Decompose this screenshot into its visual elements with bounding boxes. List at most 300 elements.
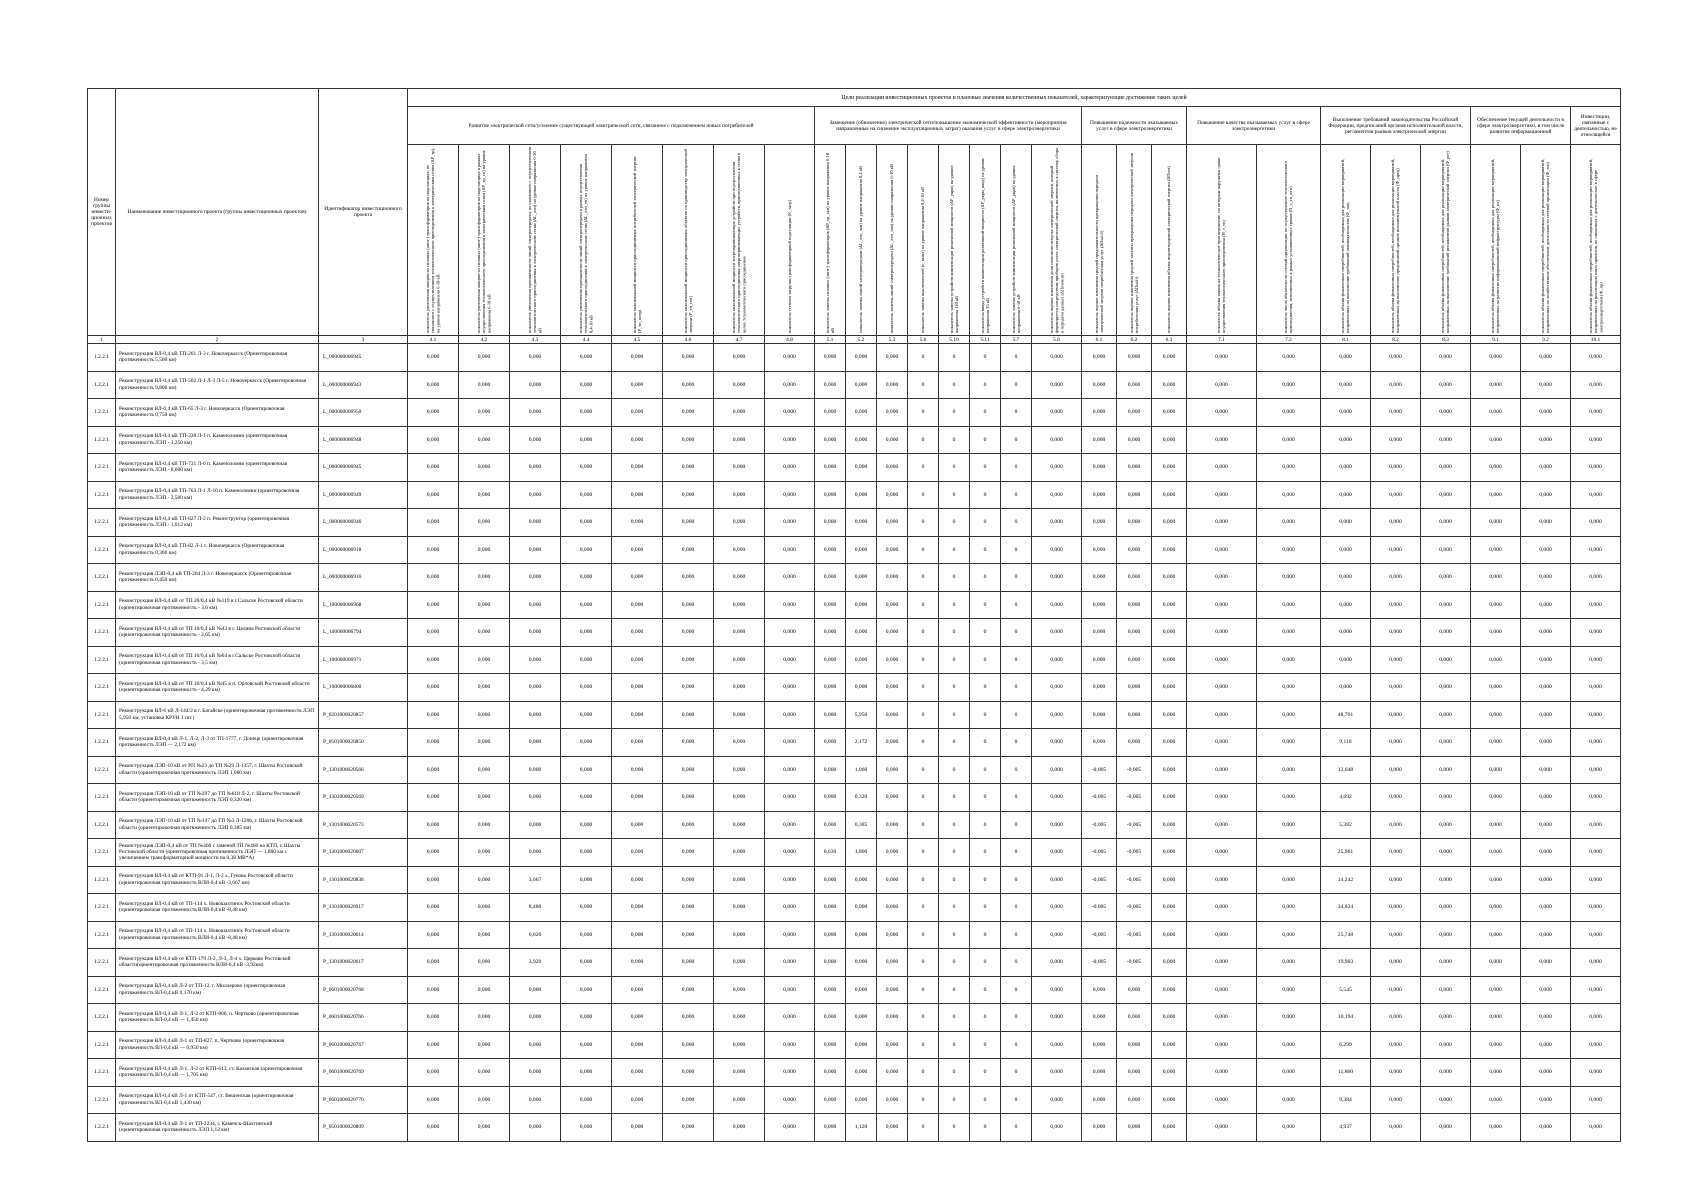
- value-cell: 0,000: [663, 976, 714, 1004]
- value-cell: 0,000: [1571, 646, 1621, 674]
- value-cell: 0,000: [1082, 426, 1117, 454]
- value-cell: 0,000: [877, 481, 908, 509]
- value-cell: -0,005: [1082, 921, 1117, 949]
- value-cell: 0,000: [1321, 646, 1371, 674]
- value-cell: 0,000: [1471, 426, 1521, 454]
- project-name-cell: Реконструкция ВЛ-0,4 кВ от КТП-179 Л-2, Л-3, Л-4 х. Церково Ростовской области(ориентировочная протяженность ВЛИ-0,4 кВ -3,92км): [116, 949, 319, 977]
- value-cell: 0,000: [663, 371, 714, 399]
- table-row: [88, 811, 1621, 839]
- value-cell: 0,000: [1152, 619, 1187, 647]
- project-name-cell: Реконструкция ВЛ-0,4 кВ ТП-261 Л-3 г. Новочеркасск (Ориентировочная протяженность 5,500 км): [116, 344, 319, 372]
- value-cell: 0,000: [612, 839, 663, 867]
- value-cell: 0,000: [510, 344, 561, 372]
- project-name-cell: Реконструкция ВЛ-0,4 кВ ТП-502 Л-1 Л-3 Л-5 г. Новочеркасск (Ориентировочная протяженность 9,800 км): [116, 371, 319, 399]
- value-cell: 0,000: [1117, 619, 1152, 647]
- value-cell: 0,000: [612, 866, 663, 894]
- indicator-label: показатель оценки изменения объема недоотпущенной электрической энергии (ΔПens): [1166, 166, 1172, 333]
- value-cell: 0,000: [1082, 1031, 1117, 1059]
- value-cell: 0,000: [1471, 371, 1521, 399]
- value-cell: 0,000: [1032, 1004, 1082, 1032]
- value-cell: 0: [908, 839, 939, 867]
- value-cell: 0,000: [561, 1086, 612, 1114]
- value-cell: 0,000: [459, 1059, 510, 1087]
- value-cell: 0,000: [1371, 949, 1421, 977]
- project-name-cell: Реконструкция ЛЭП-0,4 кВ ТП-204 Л-3 г. Новочеркасск (Ориентировочная протяженность 0,450 км): [116, 564, 319, 592]
- value-cell: 0,000: [1571, 371, 1621, 399]
- indicator-label: показатель замены силовых (авто-) трансформаторов (ΔP_тр_зам) на уровне напряжения 6-10 кВ: [824, 152, 835, 333]
- project-code-cell: L_100000006800: [319, 674, 408, 702]
- project-code-cell: P_0501000020850: [319, 729, 408, 757]
- indicator-header: [908, 145, 939, 336]
- value-cell: 0,000: [459, 949, 510, 977]
- column-number: 9.1: [1471, 336, 1521, 344]
- value-cell: 0: [939, 1004, 970, 1032]
- indicator-header: [1152, 145, 1187, 336]
- value-cell: 0,000: [612, 976, 663, 1004]
- value-cell: 0,000: [1032, 949, 1082, 977]
- value-cell: 0,000: [815, 1004, 846, 1032]
- column-number: 4.8: [765, 336, 815, 344]
- value-cell: 0,000: [1257, 646, 1321, 674]
- value-cell: 0,000: [877, 784, 908, 812]
- value-cell: 0: [1001, 426, 1032, 454]
- project-name-cell: Реконструкция ВЛ-0,4 кВ от ТП-114 х. Новошахтинск Ростовской области (ориентировочная протяженность ВЛИ-0,4 кВ -8,48 км): [116, 894, 319, 922]
- value-cell: 0: [939, 564, 970, 592]
- indicator-header: [459, 145, 510, 336]
- value-cell: 0,000: [1257, 344, 1321, 372]
- value-cell: 0: [1001, 399, 1032, 427]
- value-cell: 0,000: [612, 1059, 663, 1087]
- value-cell: 0,000: [1032, 426, 1082, 454]
- value-cell: 0: [939, 811, 970, 839]
- value-cell: 1,800: [846, 839, 877, 867]
- value-cell: 0,000: [846, 481, 877, 509]
- value-cell: 0,000: [765, 921, 815, 949]
- value-cell: 0,000: [1032, 399, 1082, 427]
- value-cell: 0,000: [561, 866, 612, 894]
- value-cell: 0,000: [1321, 344, 1371, 372]
- value-cell: 0: [939, 591, 970, 619]
- value-cell: 0,000: [877, 701, 908, 729]
- value-cell: 0,000: [1571, 481, 1621, 509]
- value-cell: 0,000: [1421, 1031, 1471, 1059]
- table-row: [88, 371, 1621, 399]
- value-cell: 0,000: [1471, 399, 1521, 427]
- indicator-label: показатель оценки изменения средней частоты прекращения передачи электрической энергии потребителям услуг (ΔПsaifi): [1128, 152, 1139, 333]
- value-cell: 0,000: [1082, 1086, 1117, 1114]
- value-cell: 4,937: [1321, 1114, 1371, 1142]
- value-cell: 0: [1001, 976, 1032, 1004]
- value-cell: 0,000: [714, 1114, 765, 1142]
- value-cell: 0: [939, 976, 970, 1004]
- value-cell: 0,000: [1471, 949, 1521, 977]
- value-cell: 0: [908, 454, 939, 482]
- value-cell: 0,000: [846, 1031, 877, 1059]
- value-cell: 0,000: [1032, 811, 1082, 839]
- project-name-cell: Реконструкция ВЛ-0,4 кВ от ТП 10/0,4 кВ №45 в п. Орловский Ростовской области (ориентировочная протяженность - 4,29 км): [116, 674, 319, 702]
- project-name-cell: Реконструкция ВЛ-0,4 кВ Л-1, Л-2 от КТП-613, ст. Казанская (ориентировочная протяженность ВЛ-0,4 кВ — 1,705 км): [116, 1059, 319, 1087]
- column-number: 5.7: [1001, 336, 1032, 344]
- value-cell: 0,000: [1371, 619, 1421, 647]
- value-cell: 0: [970, 949, 1001, 977]
- value-cell: 0,000: [1187, 1031, 1257, 1059]
- value-cell: 0,000: [459, 1031, 510, 1059]
- column-number: 5.6: [908, 336, 939, 344]
- column-number: 6.3: [1152, 336, 1187, 344]
- value-cell: 0,000: [459, 976, 510, 1004]
- column-number: 8.1: [1321, 336, 1371, 344]
- value-cell: 0,000: [1471, 839, 1521, 867]
- value-cell: 0,000: [1321, 509, 1371, 537]
- value-cell: 13,648: [1321, 756, 1371, 784]
- value-cell: 0: [1001, 839, 1032, 867]
- value-cell: 0,000: [408, 729, 459, 757]
- value-cell: 0: [1001, 371, 1032, 399]
- group-number-cell: 1.2.2.1: [88, 536, 116, 564]
- table-row: [88, 646, 1621, 674]
- value-cell: 0,000: [1421, 674, 1471, 702]
- value-cell: 0,000: [612, 784, 663, 812]
- value-cell: 0: [1001, 344, 1032, 372]
- value-cell: 0,000: [1117, 371, 1152, 399]
- group-number-cell: 1.2.2.1: [88, 619, 116, 647]
- value-cell: 0,000: [1082, 701, 1117, 729]
- value-cell: 0,000: [846, 399, 877, 427]
- value-cell: 0,000: [1571, 1031, 1621, 1059]
- indicator-header: [1571, 145, 1621, 336]
- value-cell: 0: [970, 509, 1001, 537]
- value-cell: 0,000: [714, 784, 765, 812]
- value-cell: 0,000: [408, 756, 459, 784]
- value-cell: 0,000: [877, 1114, 908, 1142]
- value-cell: 0,000: [1421, 509, 1471, 537]
- value-cell: 0,000: [459, 591, 510, 619]
- value-cell: 0,000: [1521, 509, 1571, 537]
- value-cell: 0,000: [459, 344, 510, 372]
- value-cell: 0,000: [1082, 1114, 1117, 1142]
- value-cell: 0,000: [765, 371, 815, 399]
- value-cell: -0,005: [1117, 839, 1152, 867]
- value-cell: 0,000: [1421, 839, 1471, 867]
- column-number: 5.10: [939, 336, 970, 344]
- table-row: [88, 481, 1621, 509]
- value-cell: 0,000: [1521, 619, 1571, 647]
- value-cell: 0,000: [714, 591, 765, 619]
- value-cell: 0,000: [1371, 811, 1421, 839]
- indicator-header: [510, 145, 561, 336]
- project-code-cell: P_1301000020617: [319, 949, 408, 977]
- value-cell: 0,000: [561, 1031, 612, 1059]
- indicator-header: [714, 145, 765, 336]
- group-number-cell: 1.2.2.1: [88, 1086, 116, 1114]
- value-cell: 8,480: [510, 894, 561, 922]
- value-cell: 0,000: [1371, 756, 1421, 784]
- value-cell: 0: [908, 921, 939, 949]
- indicator-label: показатель числа обязательств сетевой организации по осуществлению технологического присоединения, исполненных в рамках установленных сроков (N_з_тп_исп): [1283, 160, 1294, 333]
- value-cell: 0,000: [1032, 371, 1082, 399]
- value-cell: 0,000: [877, 976, 908, 1004]
- column-number: 7.1: [1187, 336, 1257, 344]
- project-name-cell: Реконструкция ВЛ-0,4 кВ от КТП-91 Л-1, Л-2 х. Гуково Ростовской области (ориентировочная протяженность ВЛИ-0,4 кВ -3,667 км): [116, 866, 319, 894]
- value-cell: 0,000: [1257, 729, 1321, 757]
- value-cell: 0,000: [1521, 1004, 1571, 1032]
- value-cell: 1,060: [846, 756, 877, 784]
- value-cell: 0,000: [1471, 619, 1521, 647]
- value-cell: 0: [970, 1086, 1001, 1114]
- value-cell: 0,000: [663, 591, 714, 619]
- column-number: 4.2: [459, 336, 510, 344]
- value-cell: 0,000: [765, 1114, 815, 1142]
- value-cell: 0,000: [1082, 509, 1117, 537]
- value-cell: 0,000: [1421, 454, 1471, 482]
- table-row: [88, 894, 1621, 922]
- value-cell: 0,000: [815, 949, 846, 977]
- value-cell: 0,000: [815, 756, 846, 784]
- value-cell: 0,000: [1371, 1114, 1421, 1142]
- value-cell: 0,000: [1187, 591, 1257, 619]
- value-cell: 0: [939, 894, 970, 922]
- value-cell: 0: [908, 426, 939, 454]
- value-cell: 0,000: [1082, 536, 1117, 564]
- value-cell: 0,000: [1521, 1059, 1571, 1087]
- value-cell: 0: [1001, 866, 1032, 894]
- value-cell: 0: [970, 1114, 1001, 1142]
- value-cell: 0,000: [561, 976, 612, 1004]
- value-cell: 0,000: [815, 591, 846, 619]
- value-cell: 0,000: [510, 646, 561, 674]
- value-cell: 0,000: [1371, 674, 1421, 702]
- value-cell: 0,000: [1521, 976, 1571, 1004]
- value-cell: 0: [970, 619, 1001, 647]
- column-number: 6.2: [1117, 336, 1152, 344]
- project-code-cell: L_000000006946: [319, 509, 408, 537]
- indicator-label: показатель оценки изменения средней продолжительности прекращения передачи электрической энергии потребителям услуг (ΔПsaidi): [1093, 175, 1104, 333]
- value-cell: 0,000: [1571, 1114, 1621, 1142]
- value-cell: 0,000: [1371, 701, 1421, 729]
- value-cell: 0,000: [1421, 921, 1471, 949]
- value-cell: 0,000: [1257, 701, 1321, 729]
- value-cell: 0,000: [612, 674, 663, 702]
- group-number-cell: 1.2.2.1: [88, 976, 116, 1004]
- value-cell: 0,000: [1421, 426, 1471, 454]
- value-cell: 0,000: [1521, 701, 1571, 729]
- value-cell: 0,000: [1032, 756, 1082, 784]
- column-number: 5.1: [815, 336, 846, 344]
- value-cell: 0,000: [1521, 591, 1571, 619]
- indicator-header: [1117, 145, 1152, 336]
- value-cell: 0,000: [1421, 481, 1471, 509]
- value-cell: 0,000: [1371, 509, 1421, 537]
- value-cell: 0,000: [510, 1114, 561, 1142]
- value-cell: 0,000: [1032, 1086, 1082, 1114]
- value-cell: 0,000: [1521, 399, 1571, 427]
- group-number-cell: 1.2.2.1: [88, 509, 116, 537]
- value-cell: 0,000: [1371, 1086, 1421, 1114]
- value-cell: 0,000: [1152, 784, 1187, 812]
- value-cell: 0,000: [510, 674, 561, 702]
- value-cell: 0,000: [459, 619, 510, 647]
- value-cell: 0,000: [459, 1004, 510, 1032]
- value-cell: 0: [908, 701, 939, 729]
- value-cell: 0,000: [1371, 1004, 1421, 1032]
- value-cell: 0,000: [663, 1114, 714, 1142]
- value-cell: 0,000: [1187, 839, 1257, 867]
- project-code-cell: L_100000006968: [319, 591, 408, 619]
- value-cell: 0,000: [510, 536, 561, 564]
- value-cell: -0,005: [1117, 784, 1152, 812]
- indicator-label: показатель замены линий электропередачи (ΔL_лэп_зам) на уровне напряжения 6-10 кВ: [889, 163, 895, 333]
- value-cell: 0,000: [815, 454, 846, 482]
- value-cell: 0,000: [1187, 371, 1257, 399]
- value-cell: 0,000: [1257, 1059, 1321, 1087]
- value-cell: 0,000: [1152, 839, 1187, 867]
- value-cell: 0,000: [1521, 866, 1571, 894]
- value-cell: 0,000: [877, 509, 908, 537]
- value-cell: 0: [908, 1059, 939, 1087]
- value-cell: 0,000: [877, 674, 908, 702]
- value-cell: 0,000: [877, 591, 908, 619]
- value-cell: 25,961: [1321, 839, 1371, 867]
- value-cell: 0,000: [1152, 1114, 1187, 1142]
- value-cell: 0: [939, 784, 970, 812]
- value-cell: 0,000: [1187, 399, 1257, 427]
- value-cell: 0,000: [408, 866, 459, 894]
- value-cell: 0: [908, 674, 939, 702]
- value-cell: 0,000: [1571, 426, 1621, 454]
- value-cell: 0,000: [1521, 811, 1571, 839]
- value-cell: 0,000: [877, 1004, 908, 1032]
- value-cell: 0,000: [663, 619, 714, 647]
- value-cell: -0,005: [1082, 839, 1117, 867]
- value-cell: 0: [1001, 756, 1032, 784]
- value-cell: 0,000: [846, 619, 877, 647]
- value-cell: 0,000: [1032, 1114, 1082, 1142]
- project-name-cell: Реконструкция ВЛ-0,4 кВ от ТП 20/0,4 кВ №119 в г.Сальске Ростовской области (ориентировочная протяженность - 3,6 км): [116, 591, 319, 619]
- value-cell: 0: [1001, 619, 1032, 647]
- value-cell: 0,000: [663, 784, 714, 812]
- value-cell: 0: [939, 1059, 970, 1087]
- value-cell: 0: [908, 756, 939, 784]
- group-number-cell: 1.2.2.1: [88, 1031, 116, 1059]
- value-cell: 0,000: [1032, 729, 1082, 757]
- value-cell: 0,000: [1187, 619, 1257, 647]
- value-cell: 0,000: [877, 1059, 908, 1087]
- table-row: [88, 1086, 1621, 1114]
- value-cell: 0,000: [1082, 454, 1117, 482]
- value-cell: 5,382: [1321, 811, 1371, 839]
- value-cell: 0,000: [663, 426, 714, 454]
- value-cell: 0,000: [877, 894, 908, 922]
- value-cell: 0,000: [1032, 921, 1082, 949]
- project-code-cell: L_100000006794: [319, 619, 408, 647]
- project-name-cell: Реконструкция ЛЭП-0,4 кВ от ТП №466 с заменой ТП №466 на КТП, г. Шахты Ростовской области (ориентировочная протяженность ЛЭП — 1,800 км с увеличением трансформаторной мощности на 0,38 МВ*А): [116, 839, 319, 867]
- value-cell: 0,000: [408, 619, 459, 647]
- value-cell: 0,000: [765, 536, 815, 564]
- project-code-cell: L_000000006943: [319, 371, 408, 399]
- value-cell: 0,000: [1471, 454, 1521, 482]
- value-cell: 0,000: [663, 674, 714, 702]
- value-cell: 0,000: [1571, 1059, 1621, 1087]
- value-cell: 0,385: [846, 811, 877, 839]
- group-number-cell: 1.2.2.1: [88, 426, 116, 454]
- value-cell: 0,000: [408, 1004, 459, 1032]
- value-cell: 0,000: [510, 976, 561, 1004]
- project-name-cell: Реконструкция ВЛ-0,4 кВ Л-1, Л-2 от КТП-806, п. Чертково (ориентировочная протяженность ВЛ-0,4 кВ — 1,450 км): [116, 1004, 319, 1032]
- value-cell: 0,000: [1257, 481, 1321, 509]
- value-cell: 0: [908, 619, 939, 647]
- value-cell: 0,000: [846, 1059, 877, 1087]
- value-cell: 0,000: [663, 894, 714, 922]
- column-number: 4.7: [714, 336, 765, 344]
- value-cell: 0,000: [1257, 591, 1321, 619]
- value-cell: 0,000: [1521, 921, 1571, 949]
- value-cell: 0: [939, 756, 970, 784]
- value-cell: 0,000: [765, 481, 815, 509]
- value-cell: 0: [939, 646, 970, 674]
- value-cell: 0: [970, 976, 1001, 1004]
- value-cell: 0: [970, 839, 1001, 867]
- value-cell: 0,000: [510, 371, 561, 399]
- value-cell: 0,000: [765, 591, 815, 619]
- column-number: 6.1: [1082, 336, 1117, 344]
- value-cell: 0,000: [1187, 1086, 1257, 1114]
- indicator-header: [1082, 145, 1117, 336]
- value-cell: 0,000: [714, 811, 765, 839]
- value-cell: 0,000: [408, 536, 459, 564]
- group-number-cell: 1.2.2.1: [88, 866, 116, 894]
- value-cell: 0: [1001, 454, 1032, 482]
- value-cell: 0,000: [714, 619, 765, 647]
- column-number: 5.11: [970, 336, 1001, 344]
- value-cell: 0,000: [663, 481, 714, 509]
- indicator-label: показатель объема финансовых потребностей, необходимых для реализации мероприятий, направленных на развитие информационной инфраструктуры (Ф_ит): [1490, 158, 1501, 333]
- goal-group-header: Повышение качества оказываемых услуг в сфере электроэнергетики: [1187, 107, 1321, 145]
- value-cell: 0,000: [1571, 949, 1621, 977]
- indicator-header: [408, 145, 459, 336]
- value-cell: 0,000: [877, 921, 908, 949]
- group-number-cell: 1.2.2.1: [88, 729, 116, 757]
- value-cell: 11,860: [1321, 1059, 1371, 1087]
- value-cell: 0,000: [1421, 536, 1471, 564]
- value-cell: 0,000: [1571, 591, 1621, 619]
- value-cell: 0,000: [1152, 921, 1187, 949]
- value-cell: 0: [1001, 949, 1032, 977]
- value-cell: 0,000: [1321, 371, 1371, 399]
- value-cell: -0,005: [1117, 949, 1152, 977]
- column-number: 5.2: [846, 336, 877, 344]
- value-cell: 6,020: [510, 921, 561, 949]
- value-cell: 0,000: [714, 371, 765, 399]
- value-cell: 0,000: [1082, 591, 1117, 619]
- value-cell: 0,000: [1032, 1059, 1082, 1087]
- value-cell: 0,000: [1187, 921, 1257, 949]
- value-cell: 0,000: [1321, 619, 1371, 647]
- value-cell: 0,000: [1471, 1059, 1521, 1087]
- project-code-cell: P_0201000020857: [319, 701, 408, 729]
- value-cell: 0,000: [1082, 1059, 1117, 1087]
- value-cell: 0: [908, 866, 939, 894]
- value-cell: -0,005: [1082, 756, 1117, 784]
- value-cell: 0,000: [714, 344, 765, 372]
- value-cell: 0,000: [765, 1031, 815, 1059]
- group-number-cell: 1.2.2.1: [88, 564, 116, 592]
- table-row: [88, 1114, 1621, 1142]
- value-cell: 0,000: [459, 729, 510, 757]
- value-cell: 0: [939, 729, 970, 757]
- column-number: 1: [88, 336, 116, 344]
- goal-group-header: Обеспечение текущей деятельности в сфере электроэнергетики, в том числе развитие информационной: [1471, 107, 1571, 145]
- value-cell: 0,000: [1421, 1114, 1471, 1142]
